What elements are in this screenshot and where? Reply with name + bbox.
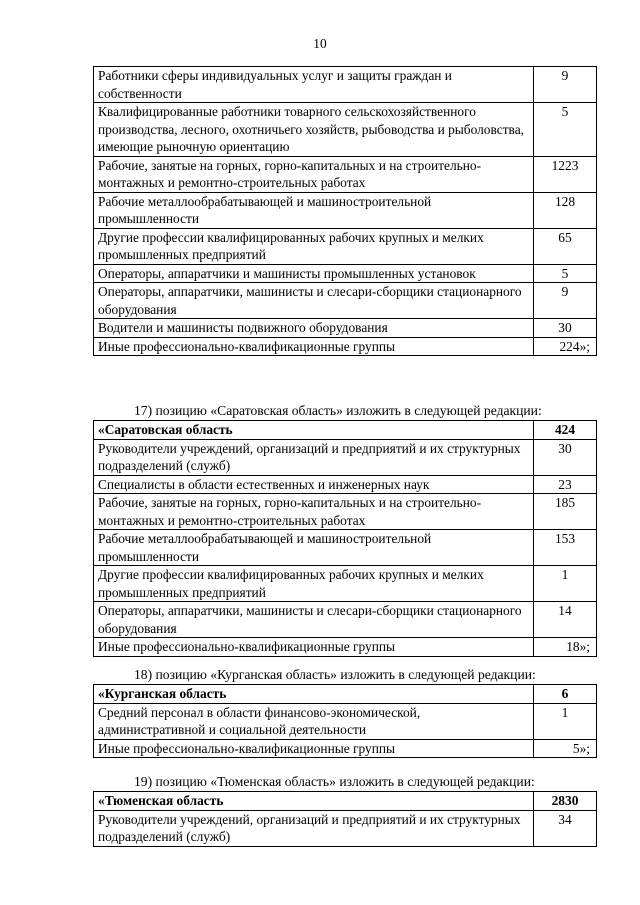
row-value: 224»; xyxy=(534,337,597,356)
row-label: Рабочие, занятые на горных, горно-капитальных и на строительно-монтажных и ремонтно-строительных работах xyxy=(94,156,534,192)
row-value: 30 xyxy=(534,439,597,475)
table-row xyxy=(94,566,597,602)
section-19-intro: 19) позицию «Тюменская область» изложить в следующей редакции: xyxy=(134,774,535,789)
table-row xyxy=(94,67,597,103)
page-number: 10 xyxy=(313,36,327,51)
row-value: 1223 xyxy=(534,156,597,192)
row-value: 1 xyxy=(534,703,597,739)
table-row xyxy=(94,103,597,157)
row-label: Водители и машинисты подвижного оборудования xyxy=(94,319,534,338)
table-row xyxy=(94,494,597,530)
row-label: Другие профессии квалифицированных рабочих крупных и мелких промышленных предприятий xyxy=(94,228,534,264)
table-header-row xyxy=(94,421,597,440)
row-value: 9 xyxy=(534,283,597,319)
table-continuation xyxy=(93,66,597,356)
table-row xyxy=(94,192,597,228)
row-value: 9 xyxy=(534,67,597,103)
row-label: Другие профессии квалифицированных рабочих крупных и мелких промышленных предприятий xyxy=(94,566,534,602)
region-total: 424 xyxy=(534,421,597,440)
row-value: 23 xyxy=(534,475,597,494)
row-label: Операторы, аппаратчики и машинисты промышленных установок xyxy=(94,264,534,283)
table-tyumen xyxy=(93,791,597,847)
table-row xyxy=(94,638,597,657)
row-label: Операторы, аппаратчики, машинисты и слесари-сборщики стационарного оборудования xyxy=(94,602,534,638)
row-value: 5»; xyxy=(534,739,597,758)
row-label: Иные профессионально-квалификационные группы xyxy=(94,337,534,356)
table-header-row xyxy=(94,792,597,811)
row-value: 34 xyxy=(534,810,597,846)
row-label: Работники сферы индивидуальных услуг и защиты граждан и собственности xyxy=(94,67,534,103)
table-row xyxy=(94,810,597,846)
row-value: 128 xyxy=(534,192,597,228)
row-label: Рабочие металлообрабатывающей и машиностроительной промышленности xyxy=(94,192,534,228)
row-value: 5 xyxy=(534,264,597,283)
table-row xyxy=(94,739,597,758)
row-label: Специалисты в области естественных и инженерных наук xyxy=(94,475,534,494)
section-18-intro: 18) позицию «Курганская область» изложить в следующей редакции: xyxy=(134,667,536,682)
table-header-row xyxy=(94,685,597,704)
row-label: Руководители учреждений, организаций и предприятий и их структурных подразделений (служб) xyxy=(94,439,534,475)
section-17-intro: 17) позицию «Саратовская область» изложить в следующей редакции: xyxy=(134,403,542,418)
row-value: 153 xyxy=(534,530,597,566)
row-label: Руководители учреждений, организаций и предприятий и их структурных подразделений (служб) xyxy=(94,810,534,846)
row-value: 18»; xyxy=(534,638,597,657)
table-kurgan xyxy=(93,684,597,758)
table-row xyxy=(94,264,597,283)
row-label: Средний персонал в области финансово-экономической, административной и социальной деятельности xyxy=(94,703,534,739)
region-total: 2830 xyxy=(534,792,597,811)
table-row xyxy=(94,703,597,739)
row-label: Рабочие металлообрабатывающей и машиностроительной промышленности xyxy=(94,530,534,566)
region-total: 6 xyxy=(534,685,597,704)
row-value: 185 xyxy=(534,494,597,530)
row-value: 1 xyxy=(534,566,597,602)
table-row xyxy=(94,319,597,338)
row-label: Рабочие, занятые на горных, горно-капитальных и на строительно-монтажных и ремонтно-строительных работах xyxy=(94,494,534,530)
table-row xyxy=(94,475,597,494)
table-row xyxy=(94,530,597,566)
table-row xyxy=(94,283,597,319)
table-row xyxy=(94,228,597,264)
table-row xyxy=(94,602,597,638)
region-name: «Тюменская область xyxy=(94,792,534,811)
row-label: Квалифицированные работники товарного сельскохозяйственного производства, лесного, охотничьего хозяйств, рыбоводства и рыболовства, имеющие рыночную ориентацию xyxy=(94,103,534,157)
row-label: Иные профессионально-квалификационные группы xyxy=(94,739,534,758)
row-value: 65 xyxy=(534,228,597,264)
region-name: «Курганская область xyxy=(94,685,534,704)
row-label: Иные профессионально-квалификационные группы xyxy=(94,638,534,657)
row-value: 5 xyxy=(534,103,597,157)
row-value: 30 xyxy=(534,319,597,338)
row-value: 14 xyxy=(534,602,597,638)
table-row xyxy=(94,156,597,192)
table-row xyxy=(94,337,597,356)
row-label: Операторы, аппаратчики, машинисты и слесари-сборщики стационарного оборудования xyxy=(94,283,534,319)
table-saratov xyxy=(93,420,597,657)
table-row xyxy=(94,439,597,475)
region-name: «Саратовская область xyxy=(94,421,534,440)
